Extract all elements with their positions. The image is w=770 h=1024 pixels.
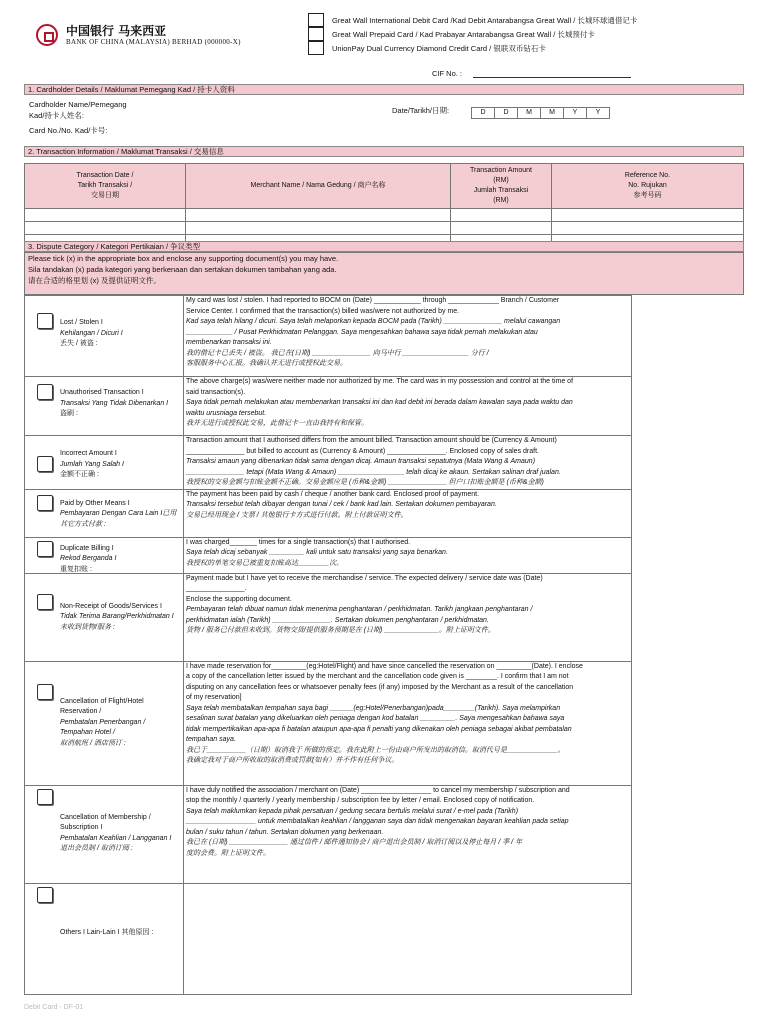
section1-title: 1. Cardholder Details / Maklumat Pemegang Kad / 持卡人资料 — [24, 84, 744, 95]
category-other-means[interactable]: Paid by Other Means I Pembayaran Dengan Cara Lain I已用其它方式付款 : — [25, 489, 184, 537]
card-option-debit[interactable]: Great Wall International Debit Card /Kad Debit Antarabangsa Great Wall / 长城环球通借记卡 — [308, 13, 637, 27]
checkbox[interactable] — [37, 495, 53, 511]
cardholder-name-label-1: Cardholder Name/Pemegang — [29, 100, 127, 109]
table-row[interactable] — [25, 222, 744, 235]
checkbox[interactable] — [37, 541, 53, 557]
category-incorrect-amount[interactable]: Incorrect Amount I Jumlah Yang Salah I 金额不正确 : — [25, 436, 184, 490]
bank-logo-icon — [36, 24, 58, 46]
category-flight-hotel-text: I have made reservation for_________(eg:Hotel/Flight) and have since cancelled the reservation on _________(Date). I enclose a copy of the cancellation letter issued by the merchant and the cancellation code given is ________. I confirm that I am not disputing on any cancellation fees or whatsoever penalty fees (if any) imposed by the Merchant as a result of the cancellation of my reservation] Saya telah membatalkan tempahan saya bagi ______(eg:Hotel/Penerbangan)pada________(Tarikh). Saya melampirkan sesalinan surat batalan yang dikeluarkan oleh peniaga dengan kod batalan _________. Saya mengesahkan bahawa saya tidak mempertikaikan apa-apa fi batalan ataupun apa-apa fi penalti yang dikenakan oleh peniaga sebagai akibat pembatalan tempahan saya. 我已于__________（日期）取消我于 所做的预定。我在此附上一份由商户所发出的取消信。取消代号是_____________。 我确定我对于商户所收取的取消费或罚款(如有）并不作有任何争议。 — [184, 661, 632, 785]
category-other-means-text: The payment has been paid by cash / cheque / another bank card. Enclosed proof of payment. Transaksi tersebut telah dibayar dengan tunai / cek / bank kad lain. Sertakan dokumen pembayaran. 交易已经用现金 / 支票 / 其他银行卡方式进行付款。附上付款证明文件。 — [184, 489, 632, 537]
checkbox[interactable] — [308, 41, 324, 55]
category-others[interactable]: Others I Lain-Lain I 其他原因 : — [25, 883, 184, 994]
category-non-receipt[interactable]: Non-Receipt of Goods/Services I Tidak Terima Barang/Perkhidmatan I 未收到货物/服务 : — [25, 573, 184, 661]
category-unauthorised-text: The above charge(s) was/were neither made nor authorized by me. The card was in my possession and control at the time of said transaction(s). Saya tidak pernah melakukan atau membenarkan transaksi ini dan kad debit ini berada dalam kawalan saya pada waktu dan waktu urusniaga tersebut. 我并无进行或授权此交易，此借记卡一直由我持有和保管。 — [184, 377, 632, 436]
category-incorrect-amount-text: Transaction amount that I authorised differs from the amount billed. Transaction amount should be (Currency & Amount) _______________ but billed to account as (Currency & Amount) _______________. Enclosed copy of sales draft. Transaksi amaun yang dibenarkan tidak sama dengan dicaj. Amaun transaksi sepatutnya (Mata Wang & Amaun) _______________ tetapi (Mata Wang & Amaun) _________________ telah dicaj ke akaun. Sertakan salinan draf jualan. 我授权的交易金额与扣账金额不正确。交易金额应是 (币种&金额) _______________ 但户口扣账金额是 (币种&金额) — [184, 436, 632, 490]
cif-label: CIF No. : — [432, 69, 463, 78]
card-option-prepaid[interactable]: Great Wall Prepaid Card / Kad Prabayar Antarabangsa Great Wall / 长城预付卡 — [308, 27, 595, 41]
category-duplicate-text: I was charged_______ times for a single transaction(s) that I authorised. Saya telah dicaj sebanyak _________ kali untuk satu transaksi yang saya benarkan. 我授权的单笔交易已被重复扣账高达________次。 — [184, 537, 632, 573]
instructions-box: Please tick (x) in the appropriate box and enclose any supporting document(s) you may have. Sila tandakan (x) pada kategori yang berkenaan dan sertakan dokumen tambahan yang ada. 请在合适的格里划 (x) 及提供证明文件。 — [24, 252, 744, 295]
cardholder-name-label-2: Kad/持卡人姓名: — [29, 111, 85, 120]
section3-title: 3. Dispute Category / Kategori Pertikaian / 争议类型 — [24, 241, 744, 252]
bank-name-en: BANK OF CHINA (MALAYSIA) BERHAD (000000-X) — [66, 38, 241, 46]
card-option-unionpay[interactable]: UnionPay Dual Currency Diamond Credit Card / 银联双币钻石卡 — [308, 41, 546, 55]
checkbox[interactable] — [308, 13, 324, 27]
date-cells[interactable]: D D M M Y Y — [472, 107, 610, 119]
checkbox[interactable] — [37, 313, 53, 329]
form-code: Debit Card - DF-01 — [24, 1004, 84, 1011]
col-amount: Transaction Amount (RM) Jumlah Transaksi (RM) — [451, 164, 552, 209]
col-merchant: Merchant Name / Nama Gedung / 商户名称 — [186, 164, 451, 209]
checkbox[interactable] — [308, 27, 324, 41]
checkbox[interactable] — [37, 384, 53, 400]
category-lost-stolen[interactable]: Lost / Stolen I Kehilangan / Dicuri I 丢失 / 被盗 : — [25, 296, 184, 377]
checkbox[interactable] — [37, 684, 53, 700]
category-duplicate[interactable]: Duplicate Billing I Rekod Berganda I 重复扣账 : — [25, 537, 184, 573]
checkbox[interactable] — [37, 594, 53, 610]
date-label: Date/Tarikh/日期: — [392, 106, 450, 115]
col-reference: Reference No. No. Rujukan 参考号码 — [552, 164, 744, 209]
table-row[interactable] — [25, 209, 744, 222]
category-membership[interactable]: Cancellation of Membership / Subscription I Pembatalan Keahlian / Langganan I 退出会员制 / 取消订阅 : — [25, 785, 184, 883]
category-unauthorised[interactable]: Unauthorised Transaction I Transaksi Yang Tidak Dibenarkan I 盗刷 : — [25, 377, 184, 436]
category-non-receipt-text: Payment made but I have yet to receive the merchandise / service. The expected delivery / service date was (Date) _______________. Enclose the supporting document. Pembayaran telah dibuat namun tidak menerima penghantaran / perkhidmatan. Tarikh jangkaan penghantaran / perkhidmatan ialah (Tarikh) _______________. Sertakan dokumen penghantaran / perkhidmatan. 货物 / 服务已付款但未收到。货物交货/提供服务预期是在 (日期) ______________。附上证明文件。 — [184, 573, 632, 661]
category-others-text[interactable] — [184, 883, 632, 994]
transaction-table — [24, 163, 744, 248]
checkbox[interactable] — [37, 887, 53, 903]
category-flight-hotel[interactable]: Cancellation of Flight/Hotel Reservation / Pembatalan Penerbangan / Tempahan Hotel / 取消航班 / 酒店预订 : — [25, 661, 184, 785]
category-lost-stolen-text: My card was lost / stolen. I had reported to BOCM on (Date) ____________ through _____________ Branch / Customer Service Center. I confirmed that the transaction(s) billed was/were not authorized by me. Kad saya telah hilang / dicuri. Saya telah melaporkan kepada BOCM pada (Tarikh) _______________ melalui cawangan ____________ / Pusat Perkhidmatan Pelanggan. Saya mengesahkan bahawa saya tidak pernah melakukan atau membenarkan transaksi ini. 我的借记卡已丢失 / 被盗。 我已在(日期) _______________ 向马中行 _________________ 分行 / 客服服务中心汇报。我确认并无进行或授权此交易。 — [184, 296, 632, 377]
col-transaction-date: Transaction Date / Tarikh Transaksi / 交易日期 — [25, 164, 186, 209]
checkbox[interactable] — [37, 789, 53, 805]
checkbox[interactable] — [37, 456, 53, 472]
cif-input[interactable] — [473, 77, 631, 78]
bank-name-cn: 中国银行 马来西亚 — [66, 24, 167, 38]
card-no-label: Card No./No. Kad/卡号: — [29, 126, 108, 135]
dispute-grid — [24, 295, 632, 995]
section2-title: 2. Transaction Information / Maklumat Transaksi / 交易信息 — [24, 146, 744, 157]
category-membership-text: I have duly notified the association / merchant on (Date) __________________ to cancel my membership / subscription and stop the monthly / quarterly / yearly membership / subscription fee by letter / email. Enclosed copy of notification. Saya telah maklumkan kepada pihak persatuan / gedung secara bertulis melalui surat / e-mel pada (Tarikh) __________________ untuk membatalkan keahlian / langganan saya dan tidak mengenakan bayaran keahlian pada setiap bulan / suku tahun / tahun. Sertakan dokumen yang berkenaan. 我已在 (日期) _______________ 通过信件 / 邮件通知协会 / 商户退出会员制 / 取消订阅以及停止每月 / 季 / 年 度的会费。附上证明文件。 — [184, 785, 632, 883]
